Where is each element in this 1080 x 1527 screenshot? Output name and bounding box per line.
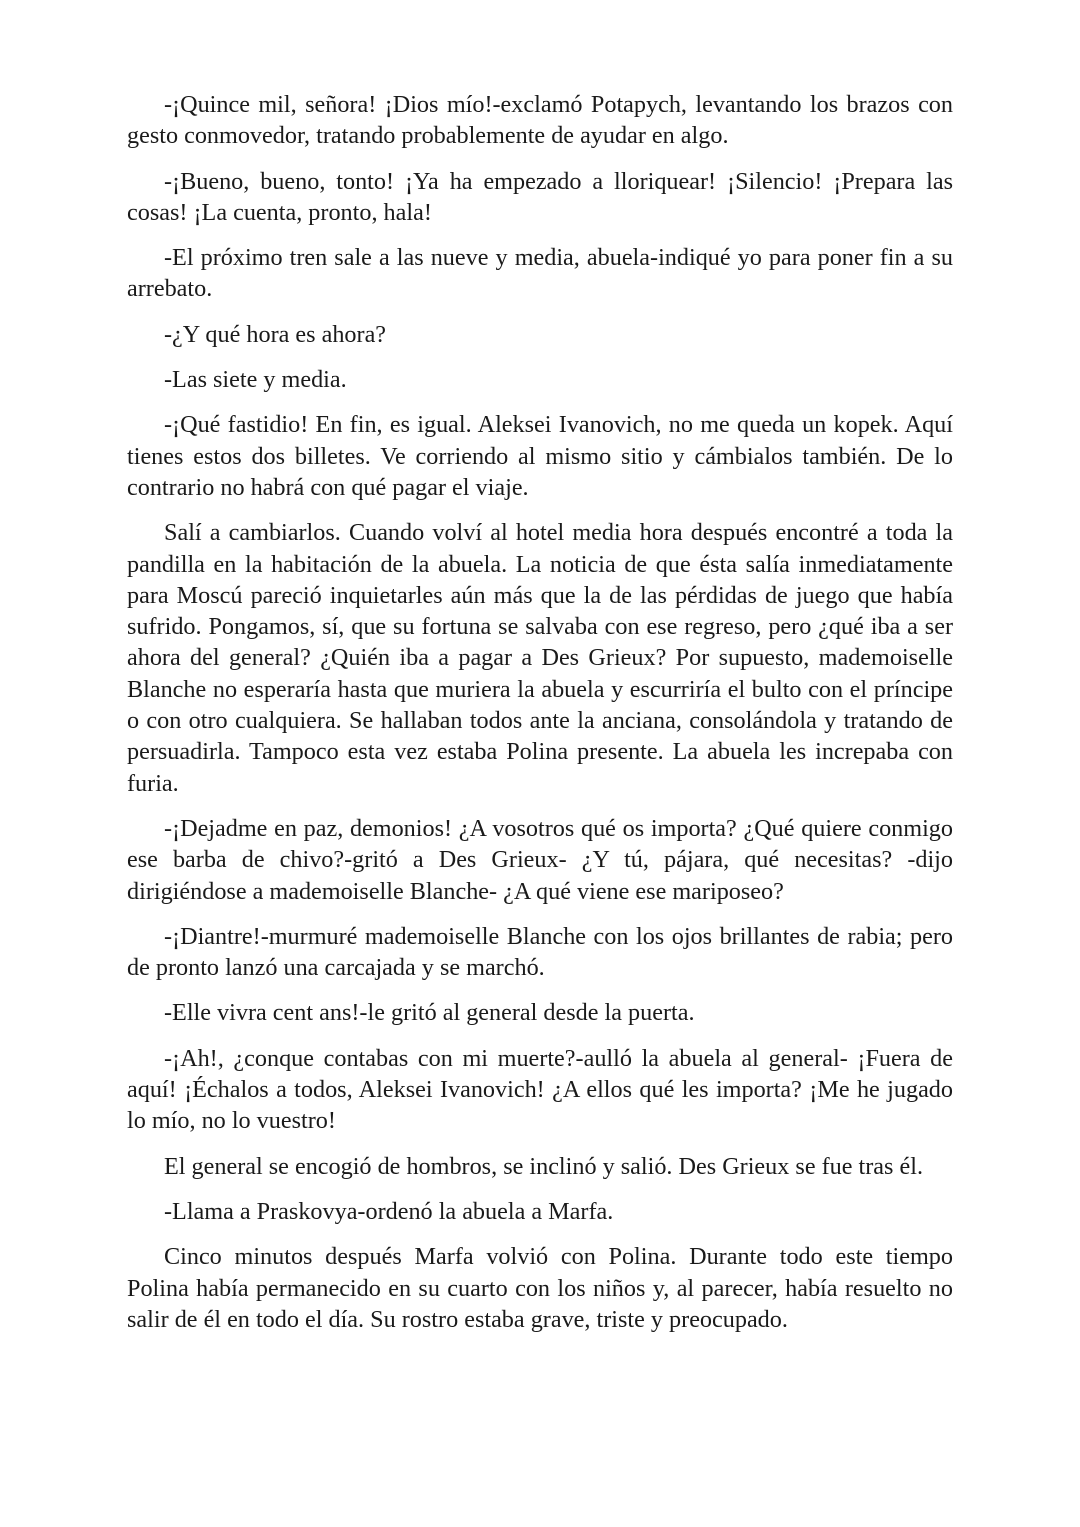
- paragraph-sali-a-cambiarlos: Salí a cambiarlos. Cuando volví al hotel media hora después encontré a toda la pandilla en la habitación de la abuela. La noticia de que ésta salía inmediatamente para Moscú pareció inquietarles aún más que la de las pérdidas de juego que había sufrido. Pongamos, sí, que su fortuna se salvaba con ese regreso, pero ¿qué iba a ser ahora del general? ¿Quién iba a pagar a Des Grieux? Por supuesto, mademoiselle Blanche no esperaría hasta que muriera la abuela y escurriría el bulto con el príncipe o con otro cualquiera. Se hallaban todos ante la anciana, consolándola y tratando de persuadirla. Tampoco esta vez estaba Polina presente. La abuela les increpaba con furia.: [127, 519, 953, 797]
- paragraph-siete-y-media: -Las siete y media.: [164, 366, 347, 394]
- paragraph-cinco-minutos: Cinco minutos después Marfa volvió con Polina. Durante todo este tiempo Polina había permanecido en su cuarto con los niños y, al parecer, había resuelto no salir de él en todo el día. Su rostro estaba grave, triste y preocupado.: [127, 1243, 953, 1333]
- paragraph-general-encogio: El general se encogió de hombros, se inclinó y salió. Des Grieux se fue tras él.: [164, 1152, 924, 1180]
- paragraph-dejadme-en-paz: -¡Dejadme en paz, demonios! ¿A vosotros qué os importa? ¿Qué quiere conmigo ese barba de chivo?-gritó a Des Grieux- ¿Y tú, pájara, qué necesitas? -dijo dirigiéndose a mademoiselle Blanche- ¿A qué viene ese mariposeo?: [127, 814, 953, 905]
- paragraph-elle-vivra: -Elle vivra cent ans!-le gritó al general desde la puerta.: [164, 999, 695, 1027]
- paragraph-llama-a-praskovya: -Llama a Praskovya-ordenó la abuela a Marfa.: [164, 1197, 614, 1225]
- paragraph-bueno-bueno: -¡Bueno, bueno, tonto! ¡Ya ha empezado a lloriquear! ¡Silencio! ¡Prepara las cosas! ¡La cuenta, pronto, hala!: [127, 167, 953, 226]
- document-page: [127, 89, 953, 1349]
- paragraph-que-fastidio: -¡Qué fastidio! En fin, es igual. Aleksei Ivanovich, no me queda un kopek. Aquí tienes estos dos billetes. Ve corriendo al mismo sitio y cámbialos también. De lo contrario no habrá con qué pagar el viaje.: [127, 411, 953, 501]
- paragraph-ah-conque: -¡Ah!, ¿conque contabas con mi muerte?-aulló la abuela al general- ¡Fuera de aquí! ¡Échalos a todos, Aleksei Ivanovich! ¿A ellos qué les importa? ¡Me he jugado lo mío, no lo vuestro!: [127, 1044, 953, 1135]
- paragraph-proximo-tren: -El próximo tren sale a las nueve y media, abuela-indiqué yo para poner fin a su arrebato.: [127, 244, 953, 303]
- paragraph-que-hora: -¿Y qué hora es ahora?: [164, 320, 387, 348]
- paragraph-diantre: -¡Diantre!-murmuré mademoiselle Blanche con los ojos brillantes de rabia; pero de pronto lanzó una carcajada y se marchó.: [127, 922, 953, 982]
- paragraph-quince-mil: -¡Quince mil, señora! ¡Dios mío!-exclamó Potapych, levantando los brazos con gesto conmovedor, tratando probablemente de ayudar en algo.: [127, 91, 953, 150]
